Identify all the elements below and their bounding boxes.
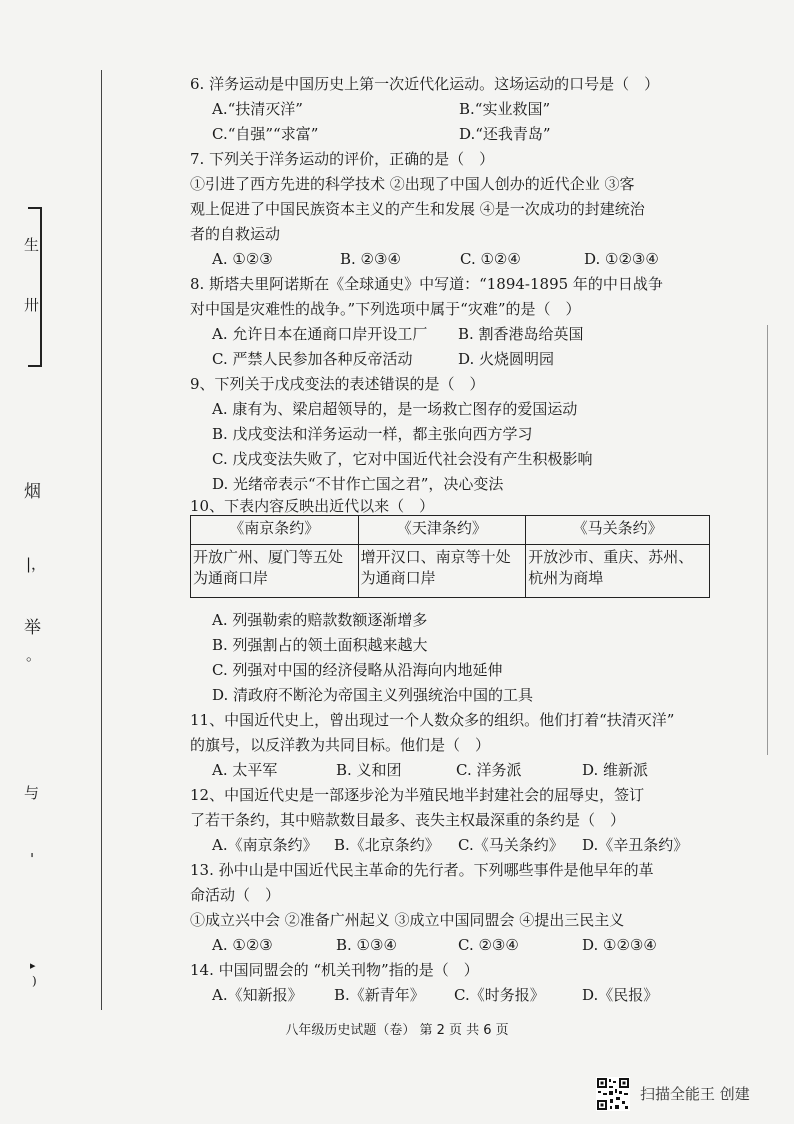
option-a: A.《知新报》 bbox=[212, 986, 303, 1004]
option-b: B. 义和团 bbox=[336, 761, 402, 779]
option-b: B. 割香港岛给英国 bbox=[458, 325, 584, 343]
question-7-line: 者的自救运动 bbox=[190, 225, 281, 243]
option-a: A. 列强勒索的赔款数额逐渐增多 bbox=[212, 611, 428, 629]
option-d: D.“还我青岛” bbox=[459, 125, 551, 143]
option-a: A. 康有为、梁启超领导的，是一场救亡图存的爱国运动 bbox=[212, 400, 578, 418]
table-cell-line: 为通商口岸 bbox=[360, 569, 436, 587]
question-7-line: ①引进了西方先进的科学技术 ②出现了中国人创办的近代企业 ③客 bbox=[190, 175, 635, 193]
question-11-line: 的旗号，以反洋教为共同目标。他们是（ ） bbox=[190, 736, 491, 754]
table-header-cell: 《天津条约》 bbox=[358, 516, 526, 545]
question-13-line: ①成立兴中会 ②准备广州起义 ③成立中国同盟会 ④提出三民主义 bbox=[190, 911, 625, 929]
margin-char: 烟 bbox=[24, 482, 41, 502]
option-b: B. 戊戌变法和洋务运动一样，都主张向西方学习 bbox=[212, 425, 533, 443]
option-d: D.《民报》 bbox=[582, 986, 659, 1004]
question-12: 12、中国近代史是一部逐步沦为半殖民地半封建社会的屈辱史，签订 bbox=[190, 786, 645, 804]
question-9: 9、下列关于戊戌变法的表述错误的是（ ） bbox=[190, 375, 485, 393]
question-8-line: 对中国是灾难性的战争。”下列选项中属于“灾难”的是（ ） bbox=[190, 300, 581, 318]
question-14: 14. 中国同盟会的 “机关刊物”指的是（ ） bbox=[190, 961, 479, 979]
option-b: B.《新青年》 bbox=[334, 986, 425, 1004]
scanner-watermark: 扫描全能王 创建 bbox=[640, 1085, 750, 1103]
option-c: C. ①②④ bbox=[460, 250, 521, 268]
option-c: C.“自强”“求富” bbox=[212, 125, 319, 143]
table-cell-line: 增开汉口、南京等十处 bbox=[360, 548, 511, 566]
option-c: C. 戊戌变法失败了，它对中国近代社会没有产生积极影响 bbox=[212, 450, 593, 468]
option-a: A.《南京条约》 bbox=[212, 836, 318, 854]
question-13: 13. 孙中山是中国近代民主革命的先行者。下列哪些事件是他早年的革 bbox=[190, 861, 654, 879]
option-a: A. 太平军 bbox=[212, 761, 278, 779]
question-7-line: 观上促进了中国民族资本主义的产生和发展 ④是一次成功的封建统治 bbox=[190, 200, 645, 218]
page-footer: 八年级历史试题（卷） 第 2 页 共 6 页 bbox=[285, 1023, 509, 1038]
table-cell-line: 杭州为商埠 bbox=[528, 569, 604, 587]
option-b: B. ①③④ bbox=[336, 936, 397, 954]
option-d: D. 光绪帝表示“不甘作亡国之君”，决心变法 bbox=[212, 475, 504, 493]
option-b: B.“实业救国” bbox=[459, 100, 551, 118]
question-7: 7. 下列关于洋务运动的评价，正确的是（ ） bbox=[190, 150, 495, 168]
option-d: D. ①②③④ bbox=[584, 250, 659, 268]
table-cell bbox=[358, 545, 526, 598]
option-d: D. 清政府不断沦为帝国主义列强统治中国的工具 bbox=[212, 686, 534, 704]
margin-char: |， bbox=[26, 555, 47, 573]
treaty-table bbox=[190, 515, 710, 598]
qr-code-icon bbox=[596, 1077, 630, 1111]
option-d: D. 维新派 bbox=[582, 761, 649, 779]
binding-fold-line bbox=[101, 70, 102, 1010]
margin-char: 。 bbox=[26, 646, 42, 664]
option-c: C.《时务报》 bbox=[454, 986, 545, 1004]
option-d: D. ①②③④ bbox=[582, 936, 657, 954]
option-d: D. 火烧圆明园 bbox=[458, 350, 555, 368]
table-cell-line: 开放沙市、重庆、苏州、 bbox=[528, 548, 694, 566]
question-6: 6. 洋务运动是中国历史上第一次近代化运动。这场运动的口号是（ ） bbox=[190, 75, 660, 93]
option-b: B. ②③④ bbox=[340, 250, 401, 268]
margin-char: 举 bbox=[24, 618, 41, 638]
question-10: 10、下表内容反映出近代以来（ ） bbox=[190, 497, 435, 515]
option-a: A. ①②③ bbox=[212, 250, 273, 268]
option-c: C. ②③④ bbox=[458, 936, 519, 954]
option-c: C. 严禁人民参加各种反帝活动 bbox=[212, 350, 413, 368]
margin-char: ▸ bbox=[30, 959, 36, 972]
margin-char: ' bbox=[30, 850, 35, 868]
scan-edge-line bbox=[767, 325, 768, 755]
table-cell bbox=[526, 545, 710, 598]
option-a: A. 允许日本在通商口岸开设工厂 bbox=[212, 325, 428, 343]
question-8: 8. 斯塔夫里阿诺斯在《全球通史》中写道：“1894-1895 年的中日战争 bbox=[190, 275, 663, 293]
margin-char: 卅 bbox=[24, 296, 40, 314]
option-c: C. 列强对中国的经济侵略从沿海向内地延伸 bbox=[212, 661, 503, 679]
option-b: B.《北京条约》 bbox=[334, 836, 440, 854]
table-header-cell: 《马关条约》 bbox=[526, 516, 710, 545]
table-cell-line: 开放广州、厦门等五处 bbox=[193, 548, 344, 566]
margin-char: 与 bbox=[24, 784, 40, 802]
question-13-line: 命活动（ ） bbox=[190, 886, 281, 904]
question-12-line: 了若干条约，其中赔款数目最多、丧失主权最深重的条约是（ ） bbox=[190, 811, 626, 829]
margin-char: 生 bbox=[24, 236, 40, 254]
option-a: A.“扶清灭洋” bbox=[212, 100, 303, 118]
table-cell-line: 为通商口岸 bbox=[193, 569, 269, 587]
option-d: D.《辛丑条约》 bbox=[582, 836, 689, 854]
option-c: C.《马关条约》 bbox=[458, 836, 564, 854]
table-cell bbox=[191, 545, 359, 598]
question-11: 11、中国近代史上，曾出现过一个人数众多的组织。他们打着“扶清灭洋” bbox=[190, 711, 675, 729]
margin-char: ) bbox=[32, 974, 37, 988]
binding-bracket bbox=[28, 207, 42, 367]
option-b: B. 列强割占的领土面积越来越大 bbox=[212, 636, 428, 654]
option-c: C. 洋务派 bbox=[456, 761, 522, 779]
table-header-cell: 《南京条约》 bbox=[191, 516, 359, 545]
option-a: A. ①②③ bbox=[212, 936, 273, 954]
